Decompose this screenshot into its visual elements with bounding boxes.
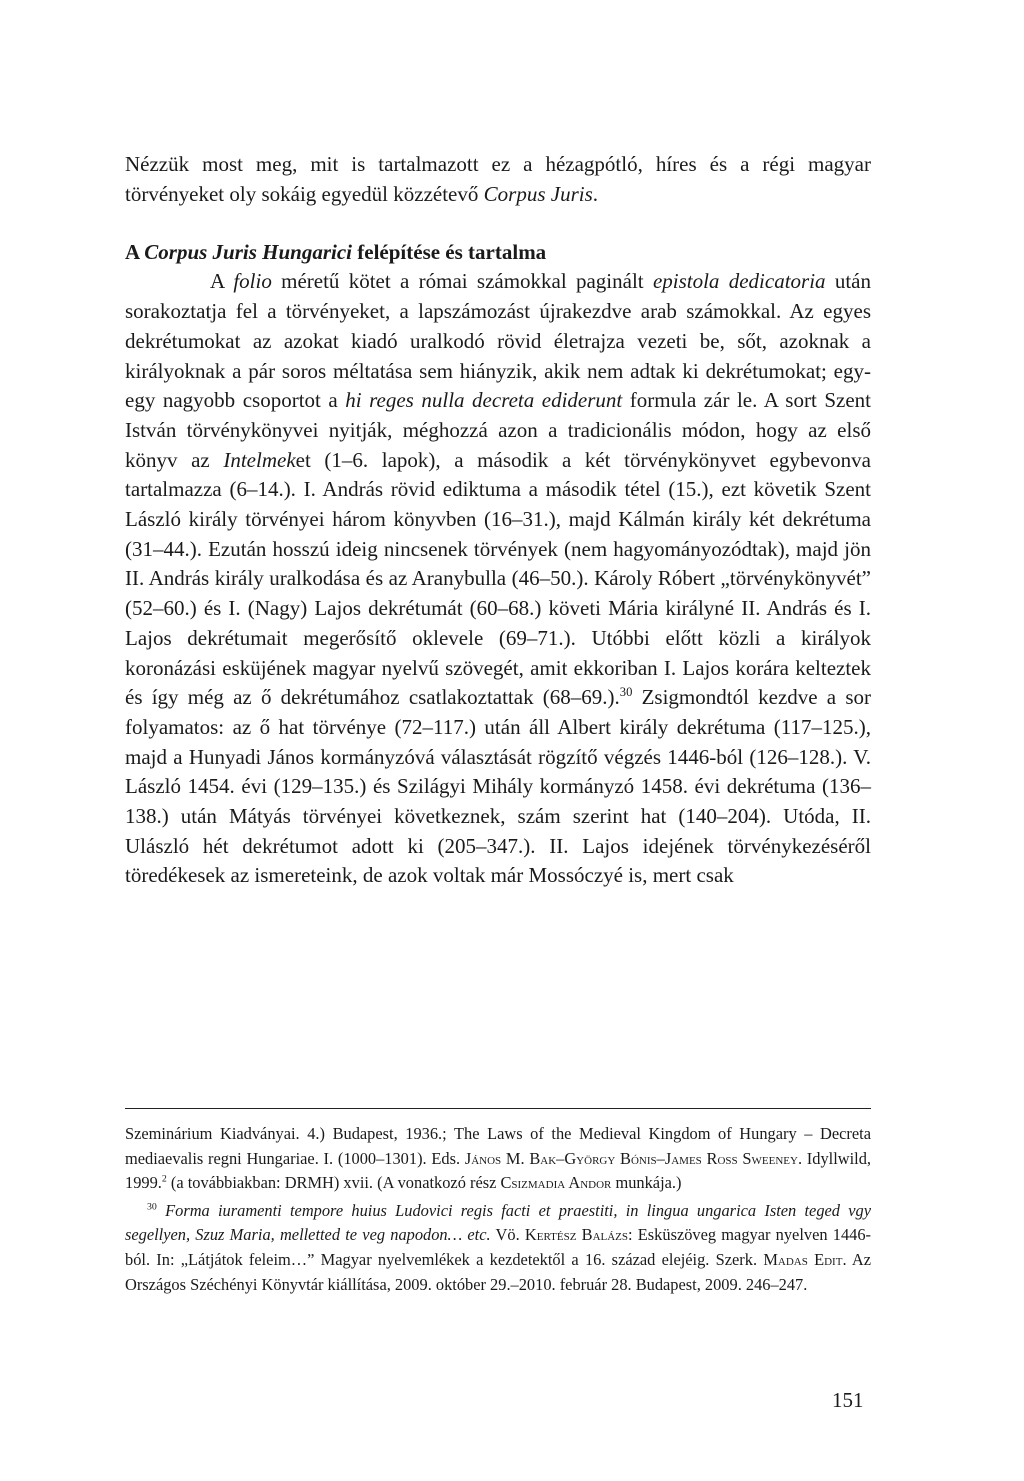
intro-italic: Corpus Juris <box>483 181 593 206</box>
text-run: Zsigmondtól kezdve a sor folyamatos: az ő hat törvénye (72–117.) után áll Albert király dekrétuma (117–125.), majd a Hunyadi János kormányzóvá választását rögzítő végzés 1446-ból (126–128.). V. László 1454. évi (129–135.) és Szilágyi Mihály kormányzó 1458. évi dekrétuma (136–138.) után Mátyás törvényei következnek, szám szerint hat (140–204). Utóda, II. Ulászló hét dekrétumot adott ki (205–347.). II. Lajos idejének törvénykezéséről töredékesek az ismereteink, de azok voltak már Mossóczyé is, mert csak <box>125 685 871 888</box>
text-run: – <box>656 1148 665 1168</box>
footnote-30 <box>125 1199 871 1297</box>
italic-run: Forma iuramenti tempore huius Ludovici regis facti et praestiti, in lingua ungarica Isten teged vgy segellyen, Szuz Maria, melletted te veg napodon… etc. <box>125 1200 871 1245</box>
italic-run: Intelmek <box>223 447 296 472</box>
italic-run: hi reges nulla decreta ediderunt <box>345 388 623 413</box>
author-name: Bak <box>529 1148 557 1168</box>
text-run: Szeminárium Kiadványai. 4.) Budapest, 1936.; The Laws of the Medieval Kingdom of Hungary – Decreta mediaevalis regni Hungariae. I. (1000–1301). Eds. <box>125 1124 871 1168</box>
author-name: János <box>464 1148 502 1168</box>
text-run: et (1–6. lapok), a második a két törvénykönyvet egybevonva tartalmazza (6–14.). I. András rövid ediktuma a második tétel (15.), ezt követik Szent László király törvényei három könyvben (16–31.), majd Kálmán király két dekrétuma (31–44.). Ezután hosszú ideig nincsenek törvények (nem hagyományozódtak), majd jön II. András király uralkodása és az Aranybulla (46–50.). Károly Róbert „törvénykönyvét” (52–60.) és I. (Nagy) Lajos dekrétumát (60–68.) követi Mária királyné II. András és I. Lajos dekrétumait megerősítő oklevele (69–71.). Utóbbi előtt közli a királyok koronázási esküjének magyar nyelvű szövegét, amit ekkoriban I. Lajos korára kelteztek és így még az ő dekrétumához csatlakoztattak (68–69.). <box>125 447 871 710</box>
author-name: Csizmadia Andor <box>500 1173 612 1193</box>
text-run: Vö. <box>490 1225 525 1245</box>
section-heading <box>125 237 871 267</box>
text-run: munkája.) <box>611 1173 682 1193</box>
footnote-reference: 30 <box>619 685 633 700</box>
intro-text: Nézzük most meg, mit is tartalmazott ez a hézagpótló, híres és a régi magyar törvényeket oly sokáig egyedül közzétevő <box>125 152 871 206</box>
footnote-divider <box>125 1108 871 1109</box>
italic-run: epistola dedicatoria <box>652 269 826 294</box>
text-run: méretű kötet a római számokkal paginált <box>271 269 653 294</box>
footnote-continuation <box>125 1122 871 1196</box>
main-text <box>125 150 871 891</box>
body-paragraph <box>125 267 871 891</box>
heading-pre: A <box>125 240 145 265</box>
page-number: 151 <box>832 1388 864 1412</box>
text-run: – <box>556 1148 565 1168</box>
heading-post: felépítése és tartalma <box>352 240 547 265</box>
text-run: : Esküszöveg magyar nyelven 1446-ból. In: „Látjátok feleim…” Magyar nyelvemlékek a kezdetektől a 16. század elejéig. Szerk. <box>125 1225 872 1269</box>
author-name: Kertész Balázs <box>524 1225 629 1245</box>
heading-italic: Corpus Juris Hungarici <box>144 240 353 265</box>
text-run: után sorakoztatja fel a törvényeket, a lapszámozást újrakezdve arab számokkal. Az egyes dekrétumokat az azokat kiadó uralkodó rövid életrajza vezeti be, sőt, azoknak a királyoknak a pár soros méltatása sem hiányzik, akik nem adtak ki dekrétumokat; egy-egy nagyobb csoportot a <box>125 269 871 413</box>
text-run: (a továbbiakban: DRMH) xvii. (A vonatkozó rész <box>166 1173 501 1193</box>
text-run: . Idyllwild, 1999. <box>125 1148 871 1193</box>
footnote-number: 30 <box>147 1201 157 1213</box>
author-name: James Ross Sweeney <box>664 1148 798 1168</box>
italic-run: folio <box>233 269 272 294</box>
intro-end: . <box>592 181 598 206</box>
text-run: A <box>210 269 234 294</box>
footnotes <box>125 1122 871 1297</box>
text-run: formula zár le. A sort Szent István törvénykönyvei nyitják, méghozzá azon a tradicionális módon, hogy az első könyv az <box>125 388 871 472</box>
text-run <box>157 1201 165 1220</box>
author-name: György Bónis <box>564 1148 657 1168</box>
intro-paragraph <box>125 150 871 209</box>
author-name: Madas Edit <box>763 1249 843 1269</box>
edition-superscript: 2 <box>161 1173 167 1185</box>
text-run: M. <box>501 1148 530 1168</box>
text-run: . Az Országos Széchényi Könyvtár kiállítása, 2009. október 29.–2010. február 28. Budapest, 2009. 246–247. <box>125 1249 872 1294</box>
